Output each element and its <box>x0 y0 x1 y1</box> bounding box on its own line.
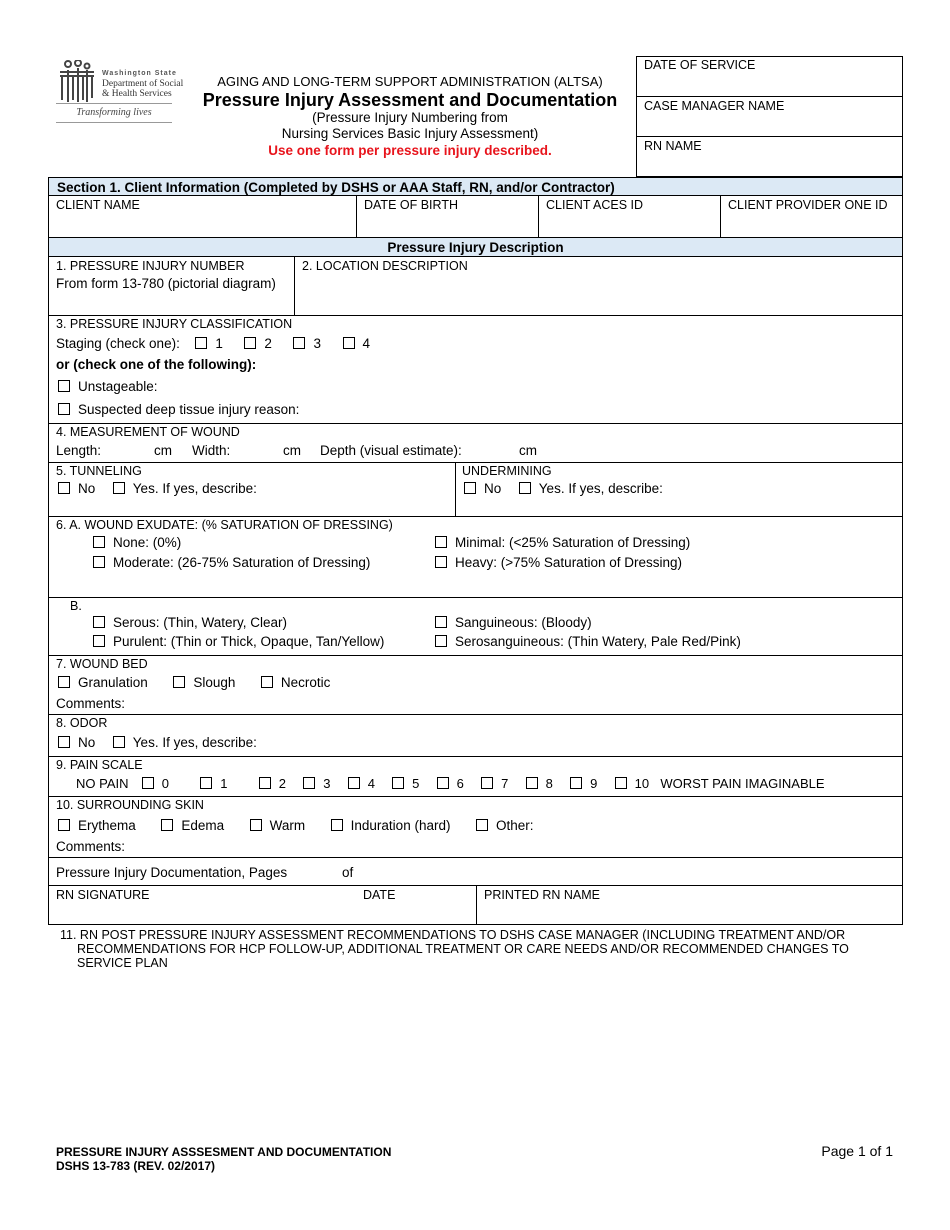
wound-bed-comments-input[interactable] <box>130 695 895 712</box>
stage-4-checkbox[interactable] <box>343 337 355 349</box>
date-of-service-field[interactable] <box>637 57 902 96</box>
logo-dept-line1: Department of Social <box>102 79 184 89</box>
q5-label: 5. TUNNELING <box>56 464 142 478</box>
form-subtitle-line1: (Pressure Injury Numbering from <box>312 110 508 125</box>
edema-label: Edema <box>181 818 225 833</box>
odor-no-checkbox[interactable] <box>58 736 70 748</box>
necrotic-label: Necrotic <box>280 675 331 690</box>
pain-2-label: 2 <box>278 776 286 791</box>
stage-4-label: 4 <box>362 336 371 351</box>
induration-checkbox[interactable] <box>331 819 343 831</box>
section1-title: Section 1. Client Information (Completed by DSHS or AAA Staff, RN, and/or Contractor) <box>57 180 615 195</box>
family-figures-icon <box>56 60 98 104</box>
client-aces-id-label: CLIENT ACES ID <box>546 198 644 212</box>
q6b-label: B. <box>70 599 82 613</box>
exudate-none-row <box>93 535 181 551</box>
exudate-minimal-row <box>435 535 690 551</box>
depth-input[interactable] <box>472 442 516 459</box>
footer-form-title: PRESSURE INJURY ASSSESMENT AND DOCUMENTATION <box>56 1145 392 1159</box>
q8-label: 8. ODOR <box>56 716 108 730</box>
documentation-pages-label: Pressure Injury Documentation, Pages <box>56 865 288 880</box>
pain-0-checkbox[interactable] <box>142 777 154 789</box>
printed-rn-name-field[interactable] <box>477 886 902 924</box>
q1-input[interactable] <box>52 294 290 312</box>
undermining-label: UNDERMINING <box>462 464 552 478</box>
stage-3-label: 3 <box>313 336 321 351</box>
exudate-heavy-row <box>435 555 682 571</box>
serous-checkbox[interactable] <box>93 616 105 628</box>
pain-6-label: 6 <box>456 776 464 791</box>
date-of-birth-label: DATE OF BIRTH <box>364 198 458 212</box>
form-subtitle-line2: Nursing Services Basic Injury Assessment) <box>281 126 539 141</box>
stage-2-label: 2 <box>264 336 272 351</box>
suspected-checkbox[interactable] <box>58 403 70 415</box>
form-notice: Use one form per pressure injury described. <box>268 143 552 158</box>
q6a-label: 6. A. WOUND EXUDATE: (% SATURATION OF DRESSING) <box>56 518 393 532</box>
exudate-none-label: None: (0%) <box>113 535 182 550</box>
rn-name-field[interactable] <box>637 137 902 176</box>
rn-signature-label: RN SIGNATURE <box>56 888 150 902</box>
exudate-moderate-label: Moderate: (26-75% Saturation of Dressing) <box>113 555 371 570</box>
pain-5-checkbox[interactable] <box>392 777 404 789</box>
pain-4-label: 4 <box>367 776 375 791</box>
pain-7-label: 7 <box>501 776 509 791</box>
documentation-page-number-input[interactable] <box>300 864 336 881</box>
q11-line1: 11. RN POST PRESSURE INJURY ASSESSMENT RECOMMENDATIONS TO DSHS CASE MANAGER (INCLUDING TREATMENT AND/OR <box>60 928 846 942</box>
exudate-heavy-checkbox[interactable] <box>435 556 447 568</box>
documentation-of-label: of <box>342 865 354 880</box>
warm-checkbox[interactable] <box>250 819 262 831</box>
stage-1-checkbox[interactable] <box>195 337 207 349</box>
agency-name: AGING AND LONG-TERM SUPPORT ADMINISTRATION (ALTSA) <box>217 74 603 89</box>
erythema-checkbox[interactable] <box>58 819 70 831</box>
depth-unit: cm <box>519 443 537 458</box>
erythema-label: Erythema <box>78 818 136 833</box>
odor-no-label: No <box>78 735 96 750</box>
q2-input[interactable] <box>298 276 898 312</box>
warm-label: Warm <box>269 818 306 833</box>
purulent-label: Purulent: (Thin or Thick, Opaque, Tan/Yellow) <box>113 634 385 649</box>
width-unit: cm <box>283 443 301 458</box>
exudate-heavy-label: Heavy: (>75% Saturation of Dressing) <box>455 555 682 570</box>
pain-1-label: 1 <box>220 776 228 791</box>
serous-label: Serous: (Thin, Watery, Clear) <box>113 615 288 630</box>
q1-label: 1. PRESSURE INJURY NUMBER <box>56 259 245 273</box>
footer-page-number: Page 1 of 1 <box>821 1143 893 1159</box>
staging-label: Staging (check one): <box>56 336 180 351</box>
undermining-row <box>464 481 663 497</box>
unstageable-row <box>58 379 158 395</box>
exudate-none-checkbox[interactable] <box>93 536 105 548</box>
q1-sub: From form 13-780 (pictorial diagram) <box>56 276 276 291</box>
dshs-logo <box>56 58 184 124</box>
pain-7-checkbox[interactable] <box>481 777 493 789</box>
wound-bed-row <box>58 675 330 691</box>
pain-8-label: 8 <box>545 776 553 791</box>
depth-label: Depth (visual estimate): <box>320 443 462 458</box>
logo-state: Washington State <box>102 70 177 77</box>
slough-checkbox[interactable] <box>173 676 185 688</box>
purulent-checkbox[interactable] <box>93 635 105 647</box>
serous-row <box>93 615 287 631</box>
worst-pain-label: WORST PAIN IMAGINABLE <box>660 776 825 791</box>
form-title: Pressure Injury Assessment and Documentation <box>202 90 618 110</box>
serosanguineous-row <box>435 634 741 650</box>
logo-tagline: Transforming lives <box>76 107 152 118</box>
q10-label: 10. SURROUNDING SKIN <box>56 798 204 812</box>
no-pain-label: NO PAIN <box>76 776 129 791</box>
unstageable-label: Unstageable: <box>78 379 158 394</box>
undermining-yes-checkbox[interactable] <box>519 482 531 494</box>
stage-2-checkbox[interactable] <box>244 337 256 349</box>
tunneling-yes-label: Yes. If yes, describe: <box>132 481 257 496</box>
surrounding-skin-row <box>58 818 534 834</box>
length-unit: cm <box>154 443 172 458</box>
q11-line3: SERVICE PLAN <box>77 956 168 970</box>
documentation-page-total-input[interactable] <box>360 864 400 881</box>
q2-label: 2. LOCATION DESCRIPTION <box>302 259 468 273</box>
serosanguineous-checkbox[interactable] <box>435 635 447 647</box>
client-aces-id-field[interactable] <box>539 196 719 237</box>
pain-0-label: 0 <box>161 776 169 791</box>
section1-header <box>48 177 903 196</box>
purulent-row <box>93 634 384 650</box>
sanguineous-label: Sanguineous: (Bloody) <box>455 615 592 630</box>
surrounding-skin-comments-input[interactable] <box>130 838 895 855</box>
rn-name-label: RN NAME <box>644 139 702 153</box>
serosanguineous-label: Serosanguineous: (Thin Watery, Pale Red/Pink) <box>455 634 741 649</box>
pain-10-label: 10 <box>634 776 650 791</box>
pain-4-checkbox[interactable] <box>348 777 360 789</box>
sanguineous-row <box>435 615 592 631</box>
client-name-field[interactable] <box>49 196 355 237</box>
stage-1-label: 1 <box>215 336 223 351</box>
pain-9-checkbox[interactable] <box>570 777 582 789</box>
staging-row <box>56 336 370 352</box>
client-provider-one-id-label: CLIENT PROVIDER ONE ID <box>728 198 888 212</box>
pain-3-checkbox[interactable] <box>303 777 315 789</box>
sanguineous-checkbox[interactable] <box>435 616 447 628</box>
wound-bed-comments-label: Comments: <box>56 696 126 711</box>
width-input[interactable] <box>236 442 280 459</box>
odor-row <box>58 735 257 751</box>
pain-9-label: 9 <box>590 776 598 791</box>
unstageable-checkbox[interactable] <box>58 380 70 392</box>
other-skin-checkbox[interactable] <box>476 819 488 831</box>
pain-scale-row <box>76 776 825 792</box>
necrotic-checkbox[interactable] <box>261 676 273 688</box>
case-manager-name-label: CASE MANAGER NAME <box>644 99 785 113</box>
odor-yes-label: Yes. If yes, describe: <box>132 735 257 750</box>
undermining-no-label: No <box>484 481 502 496</box>
pain-5-label: 5 <box>412 776 420 791</box>
surrounding-skin-comments-label: Comments: <box>56 839 126 854</box>
pain-6-checkbox[interactable] <box>437 777 449 789</box>
q11-line2: RECOMMENDATIONS FOR HCP FOLLOW-UP, ADDITIONAL TREATMENT OR CARE NEEDS AND/OR RECOMMENDED CHANGES TO <box>77 942 849 956</box>
stage-3-checkbox[interactable] <box>293 337 305 349</box>
undermining-no-checkbox[interactable] <box>464 482 476 494</box>
tunneling-row <box>58 481 257 497</box>
q9-label: 9. PAIN SCALE <box>56 758 143 772</box>
pain-3-label: 3 <box>323 776 331 791</box>
tunneling-no-checkbox[interactable] <box>58 482 70 494</box>
edema-checkbox[interactable] <box>161 819 173 831</box>
date-of-service-label: DATE OF SERVICE <box>644 58 756 72</box>
tunneling-no-label: No <box>78 481 96 496</box>
length-label: Length: <box>56 443 102 458</box>
pain-10-checkbox[interactable] <box>615 777 627 789</box>
description-title: Pressure Injury Description <box>387 240 564 255</box>
exudate-moderate-checkbox[interactable] <box>93 556 105 568</box>
granulation-label: Granulation <box>78 675 148 690</box>
footer-form-number: DSHS 13-783 (REV. 02/2017) <box>56 1159 215 1173</box>
case-manager-name-field[interactable] <box>637 97 902 136</box>
date-of-birth-field[interactable] <box>357 196 537 237</box>
granulation-checkbox[interactable] <box>58 676 70 688</box>
length-input[interactable] <box>106 442 150 459</box>
exudate-minimal-label: Minimal: (<25% Saturation of Dressing) <box>455 535 691 550</box>
rn-signature-field[interactable] <box>49 886 354 924</box>
width-label: Width: <box>192 443 231 458</box>
other-skin-label: Other: <box>496 818 534 833</box>
pain-2-checkbox[interactable] <box>259 777 271 789</box>
or-check-label: or (check one of the following): <box>56 357 257 372</box>
undermining-yes-label: Yes. If yes, describe: <box>538 481 663 496</box>
suspected-label: Suspected deep tissue injury reason: <box>78 402 300 417</box>
pain-8-checkbox[interactable] <box>526 777 538 789</box>
logo-dept-line2: & Health Services <box>102 89 172 99</box>
suspected-row <box>58 402 299 418</box>
exudate-moderate-row <box>93 555 370 571</box>
slough-label: Slough <box>193 675 236 690</box>
client-name-label: CLIENT NAME <box>56 198 140 212</box>
description-header <box>48 237 903 257</box>
q7-label: 7. WOUND BED <box>56 657 148 671</box>
odor-yes-checkbox[interactable] <box>113 736 125 748</box>
exudate-minimal-checkbox[interactable] <box>435 536 447 548</box>
client-provider-one-id-field[interactable] <box>721 196 902 237</box>
signature-date-field[interactable] <box>356 886 475 924</box>
pain-1-checkbox[interactable] <box>200 777 212 789</box>
q11-input[interactable] <box>56 974 902 1124</box>
q3-label: 3. PRESSURE INJURY CLASSIFICATION <box>56 317 293 331</box>
printed-rn-name-label: PRINTED RN NAME <box>484 888 600 902</box>
signature-date-label: DATE <box>363 888 396 902</box>
q4-label: 4. MEASUREMENT OF WOUND <box>56 425 240 439</box>
tunneling-yes-checkbox[interactable] <box>113 482 125 494</box>
induration-label: Induration (hard) <box>350 818 451 833</box>
